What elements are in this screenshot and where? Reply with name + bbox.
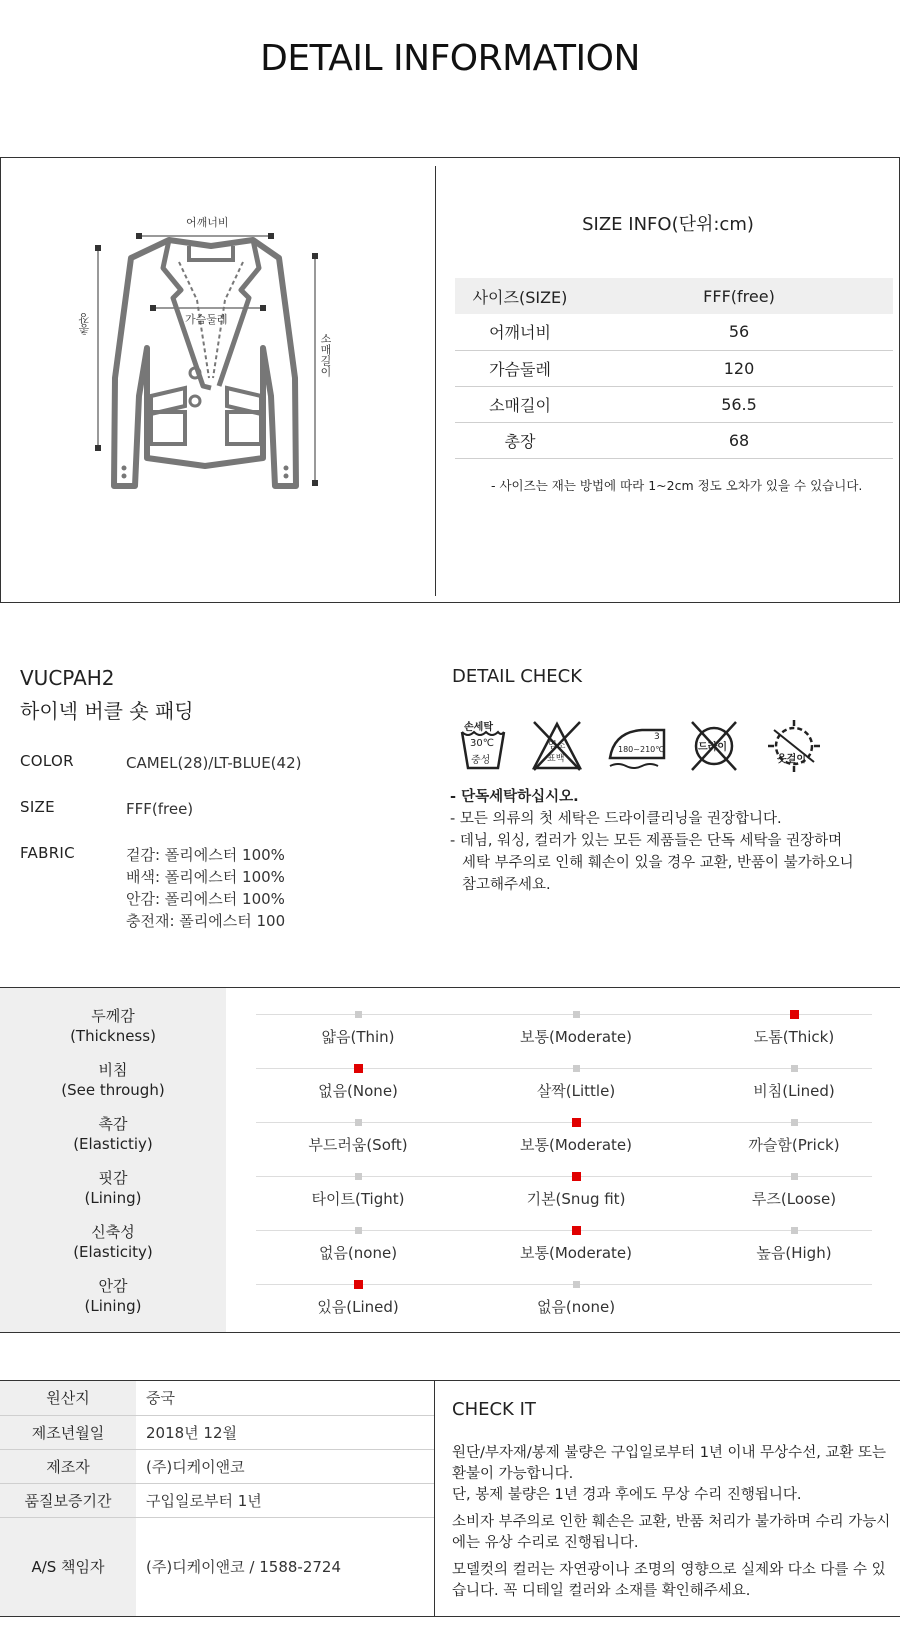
origin-table — [0, 1381, 434, 1616]
hanger-text: 옷걸이 — [777, 754, 806, 765]
attribute-scale-line — [256, 1284, 872, 1285]
care-icons — [458, 718, 838, 774]
origin-value: (주)디케이앤코 / 1588-2724 — [146, 1558, 341, 1577]
table-row — [455, 422, 893, 458]
detail-check-title: DETAIL CHECK — [452, 666, 583, 687]
attribute-label-ko: 두께감 — [91, 1007, 135, 1025]
origin-key: 제조자 — [0, 1449, 136, 1483]
origin-divider — [434, 1381, 435, 1616]
size-table-header — [455, 278, 893, 314]
attribute-table — [0, 987, 900, 1333]
attribute-dot — [355, 1173, 362, 1180]
check-it-text — [452, 1443, 892, 1608]
size-value: 120 — [585, 350, 893, 386]
origin-key: 품질보증기간 — [0, 1483, 136, 1517]
attribute-dot-selected — [572, 1226, 581, 1235]
table-row — [0, 1483, 434, 1517]
attribute-option: 보통(Moderate) — [519, 1244, 633, 1262]
attribute-dot — [791, 1173, 798, 1180]
size-key: 가슴둘레 — [455, 350, 585, 386]
color-label: COLOR — [20, 752, 74, 770]
color-value: CAMEL(28)/LT-BLUE(42) — [126, 754, 302, 772]
size-note: - 사이즈는 재는 방법에 따라 1~2cm 정도 오차가 있을 수 있습니다. — [491, 478, 863, 493]
table-row — [455, 314, 893, 350]
iron-temp-text: 180~210℃ — [618, 745, 665, 754]
origin-value: 2018년 12월 — [136, 1415, 434, 1449]
table-row — [455, 350, 893, 386]
check-it-paragraph: 모델컷의 컬러는 자연광이나 조명의 영향으로 실제와 다소 다를 수 있습니다. 꼭 디테일 컬러와 소재를 확인해주세요. — [452, 1562, 886, 1599]
attribute-scale-line — [256, 1014, 872, 1015]
attribute-label-ko: 신축성 — [91, 1223, 135, 1241]
attribute-label-ko: 촉감 — [98, 1115, 128, 1133]
hand-wash-top-text: 손세탁 — [464, 722, 493, 733]
origin-value: 구입일로부터 1년 — [136, 1483, 434, 1517]
attribute-scale-line — [256, 1230, 872, 1231]
bleach-top-text: 염소 — [548, 741, 566, 751]
jacket-outline-icon — [81, 228, 351, 538]
diagram-chest-label: 가슴둘레 — [185, 313, 228, 326]
size-section — [0, 157, 900, 603]
origin-value: (주)디케이앤코 — [136, 1449, 434, 1483]
care-line: 세탁 부주의로 인해 훼손이 있을 경우 교환, 반품이 불가하오니 — [462, 855, 854, 871]
table-row — [455, 386, 893, 422]
hand-wash-temp-text: 30℃ — [470, 738, 494, 749]
size-info-title: SIZE INFO(단위:cm) — [582, 214, 754, 235]
attribute-label-en: (See through) — [61, 1081, 165, 1099]
attribute-label-en: (Elastictiy) — [73, 1135, 153, 1153]
bleach-bottom-text: 표백 — [547, 754, 565, 764]
check-it-title: CHECK IT — [452, 1399, 536, 1420]
attribute-option: 높음(High) — [756, 1244, 832, 1262]
fabric-line: 안감: 폴리에스터 100% — [126, 890, 285, 908]
size-header-value: FFF(free) — [585, 278, 893, 314]
table-row — [0, 1381, 434, 1415]
fabric-line: 겉감: 폴리에스터 100% — [126, 846, 285, 864]
attribute-label — [0, 1168, 226, 1208]
table-row — [0, 1415, 434, 1449]
diagram-length-label: 총장 — [78, 313, 91, 335]
fabric-line: 배색: 폴리에스터 100% — [126, 868, 285, 886]
attribute-dot — [573, 1281, 580, 1288]
attribute-option: 있음(Lined) — [317, 1298, 399, 1316]
attribute-label-en: (Lining) — [84, 1189, 142, 1207]
product-code: VUCPAH2 — [20, 666, 115, 690]
attribute-dot-selected — [790, 1010, 799, 1019]
jacket-diagram — [78, 216, 351, 538]
diagram-sleeve-label: 소매길이 — [319, 333, 332, 377]
check-it-line: 단, 봉제 불량은 1년 경과 후에도 무상 수리 진행됩니다. — [452, 1487, 802, 1503]
attribute-dot — [573, 1065, 580, 1072]
attribute-label-en: (Elasticity) — [73, 1243, 153, 1261]
size-key: 어깨너비 — [455, 314, 585, 350]
dry-clean-text: 드라이 — [698, 742, 727, 753]
hang-dry-icon — [766, 718, 822, 774]
attribute-label — [0, 1222, 226, 1262]
size-key: 소매길이 — [455, 386, 585, 422]
care-line: - 데님, 워싱, 컬러가 있는 모든 제품들은 단독 세탁을 권장하며 — [450, 833, 843, 849]
attribute-option: 도톰(Thick) — [753, 1028, 835, 1046]
product-name: 하이넥 버클 숏 패딩 — [20, 699, 194, 723]
attribute-scale-line — [256, 1176, 872, 1177]
size-value: FFF(free) — [126, 800, 194, 818]
iron-num-text: 3 — [654, 732, 660, 742]
attribute-dot-selected — [572, 1118, 581, 1127]
attribute-option: 루즈(Loose) — [751, 1190, 837, 1208]
attribute-label — [0, 1114, 226, 1154]
attribute-option: 기본(Snug fit) — [526, 1190, 626, 1208]
table-row — [0, 1517, 434, 1616]
diagram-shoulder-label: 어깨너비 — [186, 216, 229, 229]
attribute-option: 비침(Lined) — [753, 1082, 835, 1100]
care-line: - 단독세탁하십시오. — [450, 789, 579, 805]
attribute-label — [0, 1276, 226, 1316]
size-table — [455, 278, 893, 459]
check-it-line: 원단/부자재/봉제 불량은 구입일로부터 1년 이내 무상수선, 교환 또는 환불이 가능합니다. — [452, 1445, 887, 1482]
size-header-key: 사이즈(SIZE) — [455, 278, 585, 314]
check-it-paragraph — [452, 1443, 892, 1506]
attribute-dot — [791, 1065, 798, 1072]
origin-value: 중국 — [136, 1381, 434, 1415]
fabric-value — [126, 844, 426, 932]
attribute-dot-selected — [354, 1280, 363, 1289]
attribute-dot — [573, 1011, 580, 1018]
origin-key: 제조년월일 — [0, 1415, 136, 1449]
attribute-option: 없음(none) — [318, 1244, 398, 1262]
attribute-dot-selected — [572, 1172, 581, 1181]
attribute-dot — [791, 1119, 798, 1126]
care-line: - 모든 의류의 첫 세탁은 드라이클리닝을 권장합니다. — [450, 811, 782, 827]
fabric-line: 충전재: 폴리에스터 100 — [126, 912, 286, 930]
attribute-option: 없음(None) — [318, 1082, 398, 1100]
attribute-label-ko: 안감 — [98, 1277, 128, 1295]
origin-key: 원산지 — [0, 1381, 136, 1415]
attribute-label-en: (Lining) — [84, 1297, 142, 1315]
attribute-label-ko: 핏감 — [98, 1169, 128, 1187]
size-value: 68 — [585, 422, 893, 458]
size-key: 총장 — [455, 422, 585, 458]
care-instructions — [450, 786, 890, 896]
attribute-dot — [355, 1227, 362, 1234]
attribute-option: 얇음(Thin) — [321, 1028, 395, 1046]
attribute-option: 살짝(Little) — [536, 1082, 616, 1100]
attribute-dot-selected — [354, 1064, 363, 1073]
attribute-option: 없음(none) — [536, 1298, 616, 1316]
attribute-dot — [355, 1011, 362, 1018]
attribute-option: 부드러움(Soft) — [308, 1136, 408, 1154]
attribute-option: 타이트(Tight) — [311, 1190, 405, 1208]
size-label: SIZE — [20, 798, 55, 816]
page-title: DETAIL INFORMATION — [260, 38, 640, 79]
attribute-dot — [355, 1119, 362, 1126]
attribute-label — [0, 1006, 226, 1046]
attribute-label — [0, 1060, 226, 1100]
check-it-paragraph: 소비자 부주의로 인한 훼손은 교환, 반품 처리가 불가하며 수리 가능시에는 유상 수리로 진행됩니다. — [452, 1514, 891, 1551]
attribute-option: 까슬함(Prick) — [748, 1136, 840, 1154]
fabric-label: FABRIC — [20, 844, 75, 862]
origin-section — [0, 1380, 900, 1617]
hand-wash-bottom-text: 중성 — [471, 755, 491, 766]
attribute-dot — [791, 1227, 798, 1234]
attribute-label-en: (Thickness) — [70, 1027, 156, 1045]
attribute-scale-line — [256, 1122, 872, 1123]
care-line: 참고해주세요. — [462, 877, 551, 893]
attribute-option: 보통(Moderate) — [519, 1028, 633, 1046]
attribute-option: 보통(Moderate) — [519, 1136, 633, 1154]
size-value: 56 — [585, 314, 893, 350]
table-row — [0, 1449, 434, 1483]
attribute-scale-line — [256, 1068, 872, 1069]
size-value: 56.5 — [585, 386, 893, 422]
attribute-label-ko: 비침 — [98, 1061, 128, 1079]
origin-key: A/S 책임자 — [0, 1517, 136, 1616]
